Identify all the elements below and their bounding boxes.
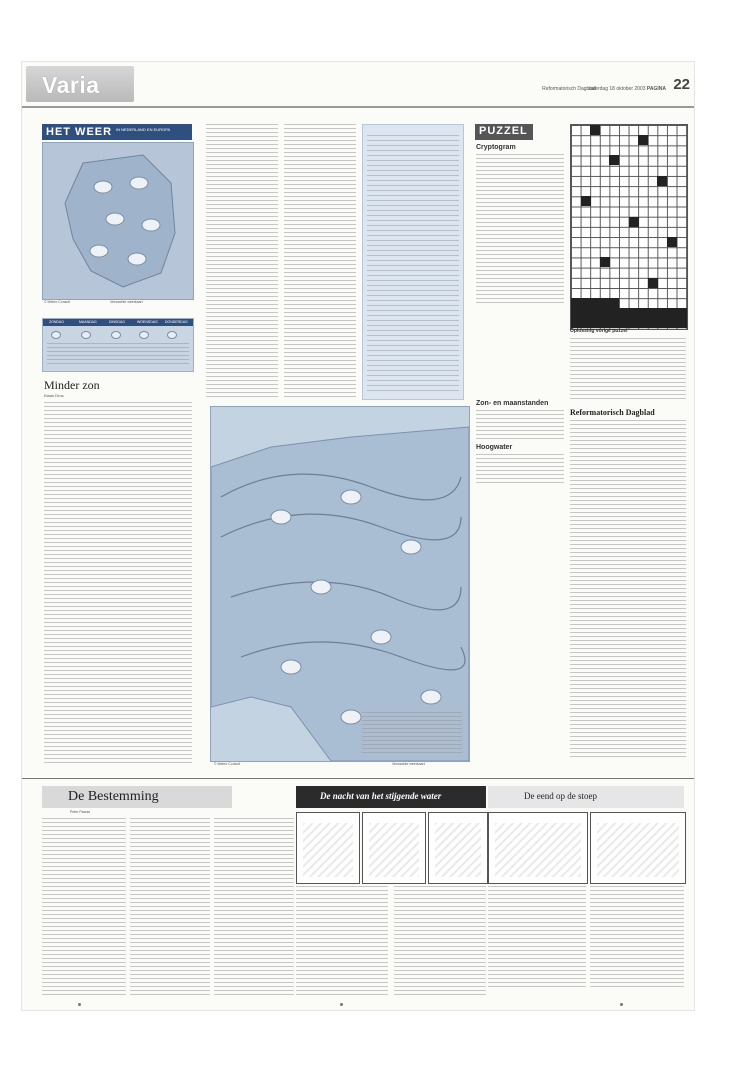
crossword-grid xyxy=(570,124,688,330)
story-column-2 xyxy=(130,818,210,998)
puzzle-title: PUZZEL xyxy=(479,125,528,137)
forecast-day-5: DONDERDAG xyxy=(165,320,188,324)
table-rows xyxy=(367,135,459,395)
cloud-icon xyxy=(139,331,149,339)
cloud-icon xyxy=(51,331,61,339)
comic2-title: De eend op de stoep xyxy=(524,791,597,801)
cloud-icon xyxy=(81,331,91,339)
comic1-title: De nacht van het stijgende water xyxy=(320,791,442,801)
sun-moon-title: Zon- en maanstanden xyxy=(476,400,549,407)
article-body-text xyxy=(44,402,192,764)
punch-mark xyxy=(340,1003,343,1006)
comic1-text-1 xyxy=(296,886,388,996)
comic2-text-1 xyxy=(488,886,586,990)
europe-weather-map xyxy=(210,406,470,762)
netherlands-weather-map xyxy=(42,142,194,300)
puzzle-subtitle: Cryptogram xyxy=(476,144,516,151)
comic1-panel-2 xyxy=(362,812,426,884)
weather-banner-title: HET WEER xyxy=(46,126,113,138)
page-header xyxy=(22,62,694,108)
solution-title: Oplossing vorige puzzel xyxy=(570,328,628,334)
issue-date: zaterdag 18 oktober 2003 PAGINA xyxy=(588,86,666,92)
high-water-title: Hoogwater xyxy=(476,444,513,451)
weather-banner-subtitle: IN NEDERLAND EN EUROPA xyxy=(116,127,171,132)
section-label-box xyxy=(26,66,134,102)
map-legend xyxy=(362,712,462,760)
map-caption: Verwachte weerkaart xyxy=(110,300,143,304)
europe-map-caption: Verwachte weerkaart xyxy=(392,762,425,766)
article-byline: Klaas Dros xyxy=(44,393,64,398)
comic2-text-2 xyxy=(590,886,684,990)
netherlands-map-graphic xyxy=(43,143,193,299)
five-day-forecast xyxy=(42,318,194,372)
weather-column-1 xyxy=(206,124,278,398)
cloud-icon xyxy=(167,331,177,339)
punch-mark xyxy=(78,1003,81,1006)
europe-map-credit: © Meteo Consult xyxy=(214,762,241,766)
sun-moon-text xyxy=(476,410,564,440)
article-title: Minder zon xyxy=(44,378,100,392)
story-byline: Peter Paauw xyxy=(70,810,91,814)
comic1-text-2 xyxy=(394,886,486,996)
map-credit: © Meteo Consult xyxy=(44,300,71,304)
page-number: 22 xyxy=(673,76,690,93)
comic1-panel-3 xyxy=(428,812,488,884)
story-banner xyxy=(42,786,232,808)
colophon-text xyxy=(570,420,686,760)
temperature-table xyxy=(362,124,464,400)
weather-column-2 xyxy=(284,124,356,398)
high-water-text xyxy=(476,454,564,484)
forecast-day-1: ZONDAG xyxy=(49,320,64,324)
comic2-banner xyxy=(488,786,684,808)
comic1-banner xyxy=(296,786,486,808)
divider xyxy=(22,778,694,779)
europe-map-graphic xyxy=(211,407,469,761)
forecast-day-3: DINSDAG xyxy=(109,320,125,324)
section-title: Varia xyxy=(42,72,100,98)
story-title: De Bestemming xyxy=(68,789,159,804)
weather-banner xyxy=(42,124,192,140)
puzzle-banner xyxy=(475,124,533,140)
punch-mark xyxy=(620,1003,623,1006)
puzzle-clues xyxy=(476,154,564,306)
solution-text xyxy=(570,338,686,400)
comic2-panel-1 xyxy=(488,812,588,884)
forecast-day-2: MAANDAG xyxy=(79,320,97,324)
comic2-panel-2 xyxy=(590,812,686,884)
story-column-3 xyxy=(214,818,294,998)
forecast-day-4: WOENSDAG xyxy=(137,320,158,324)
colophon-title: Reformatorisch Dagblad xyxy=(570,408,655,417)
cloud-icon xyxy=(111,331,121,339)
publication-name: Reformatorisch Dagblad xyxy=(542,86,596,92)
story-column-1 xyxy=(42,818,126,998)
comic1-panel-1 xyxy=(296,812,360,884)
